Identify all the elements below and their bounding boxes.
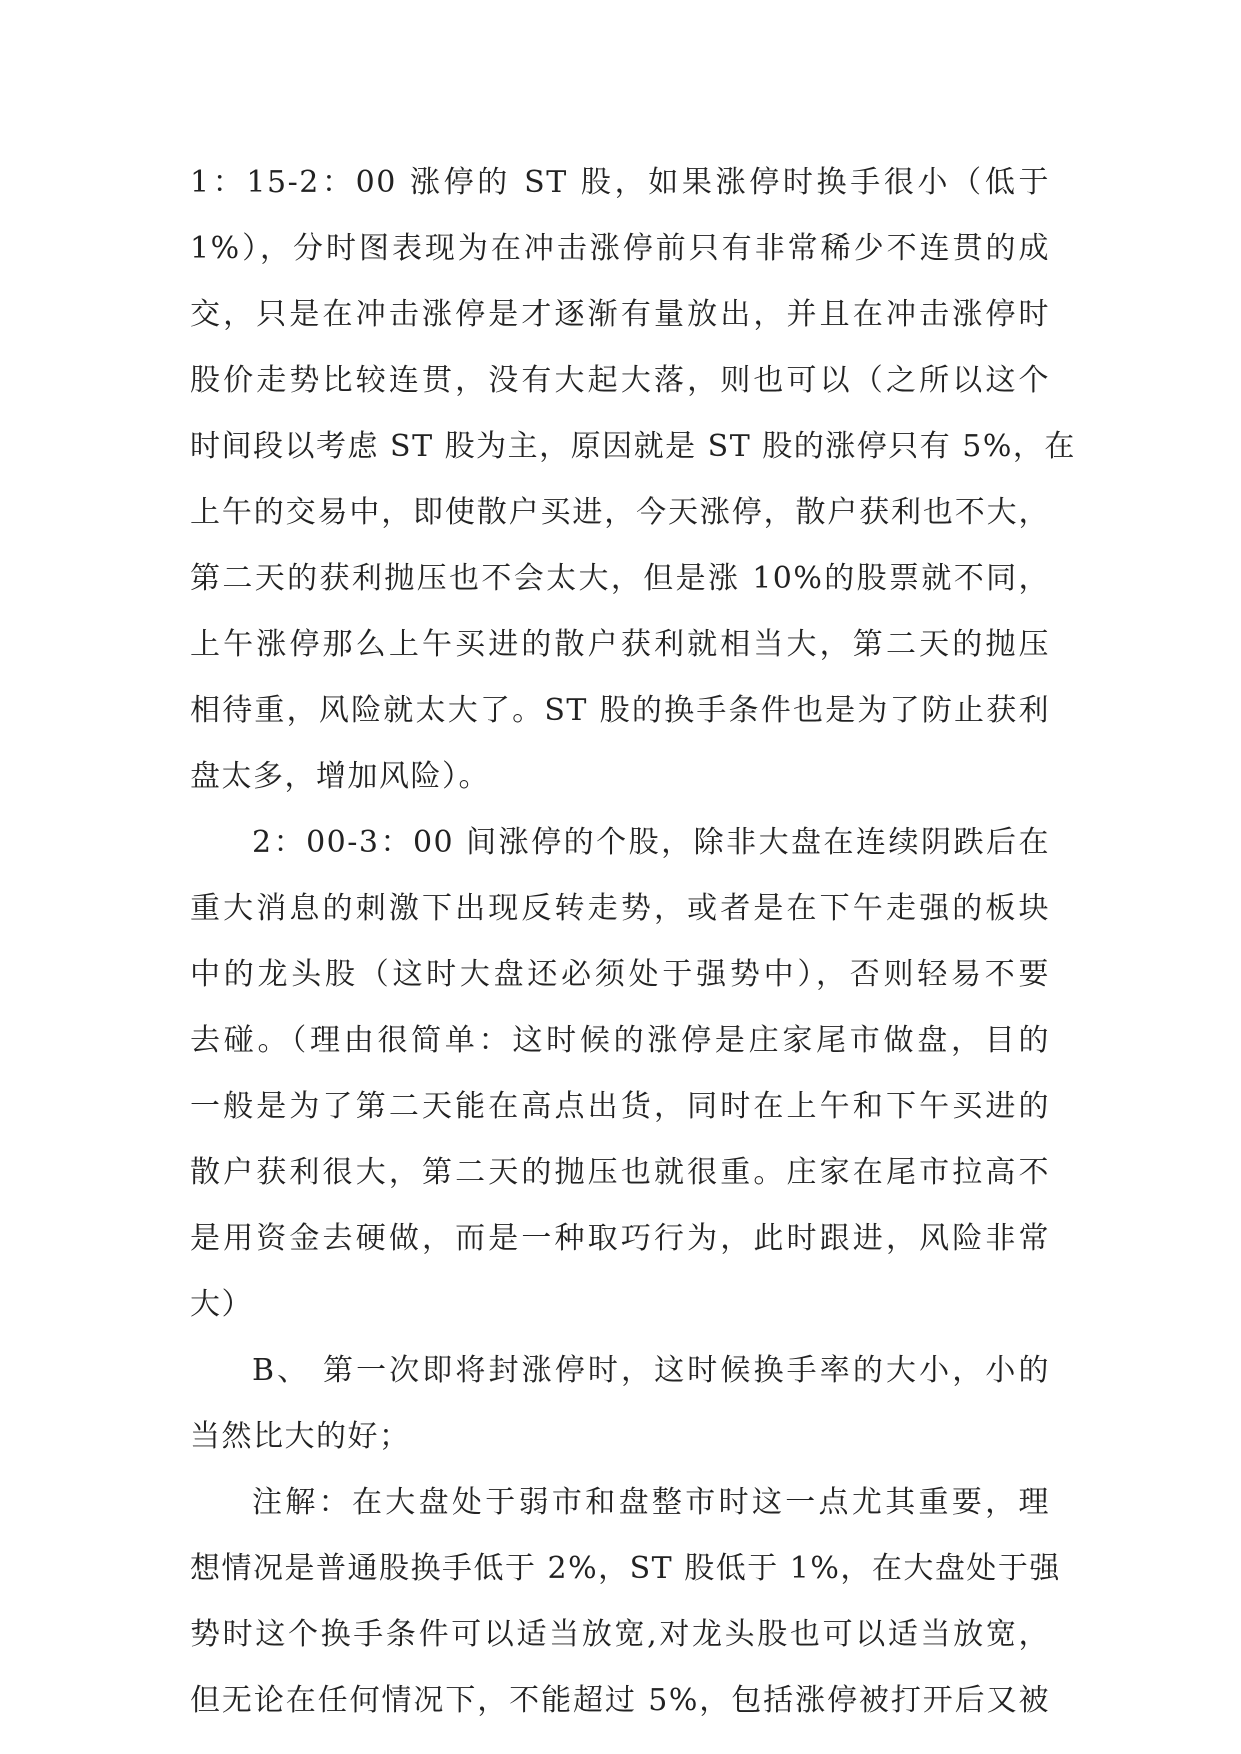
text-line: B、 第一次即将封涨停时，这时候换手率的大小，小的 bbox=[252, 1353, 1050, 1388]
text-line: 中的龙头股（这时大盘还必须处于强势中），否则轻易不要 bbox=[190, 957, 1050, 992]
text-line: 1：15-2：00 涨停的 ST 股，如果涨停时换手很小（低于 bbox=[190, 165, 1050, 200]
text-line: 当然比大的好； bbox=[190, 1419, 411, 1454]
text-line: 股价走势比较连贯，没有大起大落，则也可以（之所以这个 bbox=[190, 363, 1050, 398]
text-line: 势时这个换手条件可以适当放宽,对龙头股也可以适当放宽， bbox=[190, 1617, 1050, 1652]
text-line: 去碰。（理由很简单：这时候的涨停是庄家尾市做盘，目的 bbox=[190, 1023, 1050, 1058]
text-line: 第二天的获利抛压也不会太大，但是涨 10%的股票就不同， bbox=[190, 561, 1050, 596]
text-line: 但无论在任何情况下，不能超过 5%，包括涨停被打开后又被 bbox=[190, 1683, 1050, 1718]
text-line: 重大消息的刺激下出现反转走势，或者是在下午走强的板块 bbox=[190, 891, 1050, 926]
text-line: 2：00-3：00 间涨停的个股，除非大盘在连续阴跌后在 bbox=[252, 825, 1050, 860]
text-line: 是用资金去硬做，而是一种取巧行为，此时跟进，风险非常 bbox=[190, 1221, 1050, 1256]
body-text bbox=[190, 150, 1076, 1734]
text-line: 盘太多，增加风险）。 bbox=[190, 759, 490, 794]
text-line: 大） bbox=[190, 1287, 253, 1322]
text-line: 散户获利很大，第二天的抛压也就很重。庄家在尾市拉高不 bbox=[190, 1155, 1050, 1190]
text-line: 注解：在大盘处于弱市和盘整市时这一点尤其重要，理 bbox=[252, 1485, 1050, 1520]
text-line: 上午的交易中，即使散户买进，今天涨停，散户获利也不大， bbox=[190, 495, 1050, 530]
text-line: 上午涨停那么上午买进的散户获利就相当大，第二天的抛压 bbox=[190, 627, 1050, 662]
text-line: 想情况是普通股换手低于 2%，ST 股低于 1%，在大盘处于强 bbox=[190, 1551, 1061, 1586]
text-line: 相待重，风险就太大了。ST 股的换手条件也是为了防止获利 bbox=[190, 693, 1050, 728]
text-line: 1%），分时图表现为在冲击涨停前只有非常稀少不连贯的成 bbox=[190, 231, 1050, 266]
text-line: 交，只是在冲击涨停是才逐渐有量放出，并且在冲击涨停时 bbox=[190, 297, 1050, 332]
text-line: 时间段以考虑 ST 股为主，原因就是 ST 股的涨停只有 5%，在 bbox=[190, 429, 1076, 464]
text-line: 一般是为了第二天能在高点出货，同时在上午和下午买进的 bbox=[190, 1089, 1050, 1124]
